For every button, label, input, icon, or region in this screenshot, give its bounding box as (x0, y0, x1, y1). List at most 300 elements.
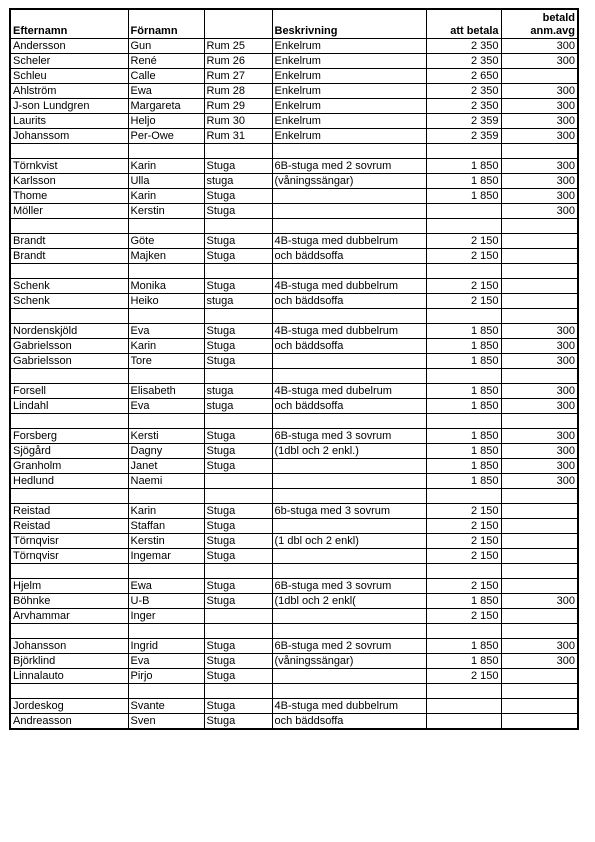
betald-cell (501, 564, 578, 579)
fornamn-cell: Majken (128, 249, 204, 264)
table-row (10, 399, 578, 414)
efternamn-cell: Forsell (10, 384, 128, 399)
rum-cell: Stuga (204, 204, 272, 219)
att-betala-cell: 1 850 (426, 354, 501, 369)
header-efternamn: Efternamn (10, 9, 128, 39)
fornamn-cell: Karin (128, 504, 204, 519)
betald-cell: 300 (501, 174, 578, 189)
rum-cell: Stuga (204, 189, 272, 204)
table-row (10, 54, 578, 69)
efternamn-cell: Andreasson (10, 714, 128, 730)
beskrivning-cell (272, 684, 426, 699)
betald-cell (501, 69, 578, 84)
table-row (10, 549, 578, 564)
beskrivning-cell (272, 474, 426, 489)
att-betala-cell: 2 350 (426, 54, 501, 69)
betald-cell (501, 309, 578, 324)
fornamn-cell: Monika (128, 279, 204, 294)
header-row (10, 9, 578, 39)
beskrivning-cell: 6B-stuga med 2 sovrum (272, 639, 426, 654)
fornamn-cell: Kerstin (128, 534, 204, 549)
rum-cell (204, 624, 272, 639)
efternamn-cell: Sjögård (10, 444, 128, 459)
rum-cell: Stuga (204, 459, 272, 474)
table-row (10, 519, 578, 534)
rum-cell (204, 414, 272, 429)
betald-cell: 300 (501, 39, 578, 54)
betald-cell: 300 (501, 354, 578, 369)
beskrivning-cell (272, 624, 426, 639)
blank-row (10, 624, 578, 639)
efternamn-cell: Forsberg (10, 429, 128, 444)
efternamn-cell: Thome (10, 189, 128, 204)
table-row (10, 84, 578, 99)
beskrivning-cell (272, 564, 426, 579)
table-row (10, 654, 578, 669)
betald-cell (501, 294, 578, 309)
beskrivning-cell: 6B-stuga med 2 sovrum (272, 159, 426, 174)
betald-cell (501, 279, 578, 294)
betald-cell (501, 504, 578, 519)
table-row (10, 114, 578, 129)
fornamn-cell: Dagny (128, 444, 204, 459)
beskrivning-cell: 6b-stuga med 3 sovrum (272, 504, 426, 519)
beskrivning-cell (272, 669, 426, 684)
att-betala-cell: 2 150 (426, 234, 501, 249)
rum-cell: Stuga (204, 339, 272, 354)
fornamn-cell: Gun (128, 39, 204, 54)
efternamn-cell: J-son Lundgren (10, 99, 128, 114)
beskrivning-cell: (våningssängar) (272, 654, 426, 669)
efternamn-cell (10, 264, 128, 279)
betald-cell: 300 (501, 114, 578, 129)
efternamn-cell: Törnkvist (10, 159, 128, 174)
efternamn-cell: Törnqvisr (10, 534, 128, 549)
efternamn-cell: Hjelm (10, 579, 128, 594)
betald-cell: 300 (501, 444, 578, 459)
table-row (10, 699, 578, 714)
efternamn-cell: Gabrielsson (10, 339, 128, 354)
rum-cell: Stuga (204, 159, 272, 174)
att-betala-cell (426, 144, 501, 159)
fornamn-cell: Pirjo (128, 669, 204, 684)
fornamn-cell: Kerstin (128, 204, 204, 219)
header-betald-anm-avg (501, 9, 578, 39)
fornamn-cell: Per-Owe (128, 129, 204, 144)
fornamn-cell: Elisabeth (128, 384, 204, 399)
fornamn-cell: Eva (128, 654, 204, 669)
fornamn-cell: Staffan (128, 519, 204, 534)
att-betala-cell: 2 150 (426, 534, 501, 549)
efternamn-cell: Arvhammar (10, 609, 128, 624)
table-row (10, 339, 578, 354)
blank-row (10, 264, 578, 279)
fornamn-cell: Karin (128, 159, 204, 174)
header-beskrivning: Beskrivning (272, 9, 426, 39)
fornamn-cell: Ingrid (128, 639, 204, 654)
fornamn-cell: Eva (128, 324, 204, 339)
table-body (10, 39, 578, 730)
att-betala-cell: 2 150 (426, 504, 501, 519)
fornamn-cell: Sven (128, 714, 204, 730)
rum-cell (204, 474, 272, 489)
table-row (10, 129, 578, 144)
beskrivning-cell: 6B-stuga med 3 sovrum (272, 429, 426, 444)
efternamn-cell: Granholm (10, 459, 128, 474)
betald-cell: 300 (501, 99, 578, 114)
beskrivning-cell: (1dbl och 2 enkl.) (272, 444, 426, 459)
att-betala-cell: 1 850 (426, 654, 501, 669)
efternamn-cell: Reistad (10, 504, 128, 519)
efternamn-cell: Nordenskjöld (10, 324, 128, 339)
betald-cell (501, 489, 578, 504)
efternamn-cell (10, 414, 128, 429)
fornamn-cell: Karin (128, 189, 204, 204)
beskrivning-cell: (1 dbl och 2 enkl) (272, 534, 426, 549)
table-row (10, 429, 578, 444)
att-betala-cell (426, 699, 501, 714)
betald-cell (501, 264, 578, 279)
header-att-betala: att betala (426, 9, 501, 39)
beskrivning-cell (272, 189, 426, 204)
beskrivning-cell (272, 144, 426, 159)
beskrivning-cell: (1dbl och 2 enkl( (272, 594, 426, 609)
rum-cell (204, 609, 272, 624)
table-row (10, 99, 578, 114)
betald-cell: 300 (501, 189, 578, 204)
efternamn-cell: Schenk (10, 294, 128, 309)
beskrivning-cell: Enkelrum (272, 84, 426, 99)
fornamn-cell: René (128, 54, 204, 69)
att-betala-cell (426, 204, 501, 219)
efternamn-cell: Johanssom (10, 129, 128, 144)
att-betala-cell (426, 684, 501, 699)
fornamn-cell: Calle (128, 69, 204, 84)
fornamn-cell: Janet (128, 459, 204, 474)
efternamn-cell: Brandt (10, 234, 128, 249)
beskrivning-cell: Enkelrum (272, 69, 426, 84)
header-rum (204, 9, 272, 39)
table-row (10, 249, 578, 264)
efternamn-cell: Johansson (10, 639, 128, 654)
att-betala-cell: 2 150 (426, 549, 501, 564)
beskrivning-cell (272, 219, 426, 234)
beskrivning-cell (272, 414, 426, 429)
betald-cell (501, 219, 578, 234)
table-row (10, 504, 578, 519)
rum-cell: Stuga (204, 444, 272, 459)
fornamn-cell: Göte (128, 234, 204, 249)
rum-cell (204, 219, 272, 234)
table-row (10, 384, 578, 399)
att-betala-cell (426, 489, 501, 504)
beskrivning-cell: 6B-stuga med 3 sovrum (272, 579, 426, 594)
rum-cell (204, 369, 272, 384)
att-betala-cell: 1 850 (426, 324, 501, 339)
header-betald-line1: betald (542, 12, 575, 24)
att-betala-cell (426, 714, 501, 730)
rum-cell: stuga (204, 384, 272, 399)
beskrivning-cell: 4B-stuga med dubelrum (272, 384, 426, 399)
header-fornamn: Förnamn (128, 9, 204, 39)
table-row (10, 189, 578, 204)
att-betala-cell: 1 850 (426, 159, 501, 174)
table-row (10, 579, 578, 594)
betald-cell (501, 714, 578, 730)
efternamn-cell: Laurits (10, 114, 128, 129)
blank-row (10, 144, 578, 159)
blank-row (10, 564, 578, 579)
blank-row (10, 414, 578, 429)
att-betala-cell (426, 219, 501, 234)
beskrivning-cell (272, 609, 426, 624)
beskrivning-cell: Enkelrum (272, 39, 426, 54)
efternamn-cell: Andersson (10, 39, 128, 54)
rum-cell (204, 489, 272, 504)
efternamn-cell (10, 489, 128, 504)
efternamn-cell: Möller (10, 204, 128, 219)
rum-cell (204, 144, 272, 159)
att-betala-cell (426, 564, 501, 579)
att-betala-cell: 2 150 (426, 279, 501, 294)
rum-cell: Stuga (204, 549, 272, 564)
beskrivning-cell (272, 549, 426, 564)
beskrivning-cell: 4B-stuga med dubbelrum (272, 699, 426, 714)
beskrivning-cell: och bäddsoffa (272, 339, 426, 354)
table-row (10, 294, 578, 309)
att-betala-cell: 1 850 (426, 474, 501, 489)
fornamn-cell: Karin (128, 339, 204, 354)
rum-cell: Stuga (204, 429, 272, 444)
betald-cell (501, 669, 578, 684)
efternamn-cell: Gabrielsson (10, 354, 128, 369)
table-row (10, 204, 578, 219)
efternamn-cell: Linnalauto (10, 669, 128, 684)
att-betala-cell: 2 350 (426, 84, 501, 99)
rum-cell: stuga (204, 294, 272, 309)
beskrivning-cell (272, 354, 426, 369)
beskrivning-cell (272, 204, 426, 219)
att-betala-cell: 2 150 (426, 669, 501, 684)
efternamn-cell: Scheler (10, 54, 128, 69)
blank-row (10, 489, 578, 504)
blank-row (10, 219, 578, 234)
fornamn-cell: Inger (128, 609, 204, 624)
table-row (10, 234, 578, 249)
efternamn-cell: Törnqvisr (10, 549, 128, 564)
table-row (10, 639, 578, 654)
table-row (10, 324, 578, 339)
rum-cell: Rum 31 (204, 129, 272, 144)
fornamn-cell: Ewa (128, 579, 204, 594)
att-betala-cell: 2 150 (426, 609, 501, 624)
betald-cell: 300 (501, 594, 578, 609)
efternamn-cell (10, 144, 128, 159)
rum-cell: Stuga (204, 669, 272, 684)
att-betala-cell (426, 309, 501, 324)
rum-cell (204, 264, 272, 279)
beskrivning-cell: Enkelrum (272, 54, 426, 69)
att-betala-cell (426, 369, 501, 384)
betald-cell (501, 579, 578, 594)
beskrivning-cell: (våningssängar) (272, 174, 426, 189)
att-betala-cell: 2 150 (426, 249, 501, 264)
efternamn-cell: Reistad (10, 519, 128, 534)
att-betala-cell: 1 850 (426, 384, 501, 399)
betald-cell (501, 234, 578, 249)
att-betala-cell (426, 414, 501, 429)
fornamn-cell (128, 309, 204, 324)
att-betala-cell: 1 850 (426, 459, 501, 474)
rum-cell: Stuga (204, 594, 272, 609)
att-betala-cell: 1 850 (426, 174, 501, 189)
fornamn-cell (128, 264, 204, 279)
rum-cell: stuga (204, 399, 272, 414)
fornamn-cell (128, 489, 204, 504)
att-betala-cell: 2 350 (426, 99, 501, 114)
att-betala-cell: 2 650 (426, 69, 501, 84)
betald-cell (501, 609, 578, 624)
fornamn-cell: Ulla (128, 174, 204, 189)
rum-cell: Rum 30 (204, 114, 272, 129)
table-row (10, 669, 578, 684)
att-betala-cell: 1 850 (426, 429, 501, 444)
efternamn-cell (10, 309, 128, 324)
rum-cell: stuga (204, 174, 272, 189)
att-betala-cell: 2 350 (426, 39, 501, 54)
fornamn-cell: Tore (128, 354, 204, 369)
fornamn-cell: Heiko (128, 294, 204, 309)
rum-cell: Rum 27 (204, 69, 272, 84)
table-row (10, 354, 578, 369)
beskrivning-cell: och bäddsoffa (272, 249, 426, 264)
beskrivning-cell: och bäddsoffa (272, 294, 426, 309)
att-betala-cell: 1 850 (426, 339, 501, 354)
rum-cell: Stuga (204, 324, 272, 339)
betald-cell (501, 249, 578, 264)
betald-cell: 300 (501, 654, 578, 669)
rum-cell (204, 309, 272, 324)
rum-cell: Stuga (204, 234, 272, 249)
rum-cell: Stuga (204, 639, 272, 654)
rum-cell: Stuga (204, 579, 272, 594)
rum-cell: Stuga (204, 654, 272, 669)
beskrivning-cell: 4B-stuga med dubbelrum (272, 324, 426, 339)
beskrivning-cell: 4B-stuga med dubbelrum (272, 279, 426, 294)
efternamn-cell: Böhnke (10, 594, 128, 609)
fornamn-cell: Margareta (128, 99, 204, 114)
fornamn-cell (128, 684, 204, 699)
betald-cell: 300 (501, 639, 578, 654)
betald-cell: 300 (501, 399, 578, 414)
betald-cell: 300 (501, 459, 578, 474)
rum-cell (204, 564, 272, 579)
fornamn-cell (128, 144, 204, 159)
efternamn-cell (10, 684, 128, 699)
betald-cell: 300 (501, 159, 578, 174)
efternamn-cell: Schleu (10, 69, 128, 84)
efternamn-cell: Karlsson (10, 174, 128, 189)
betald-cell: 300 (501, 129, 578, 144)
table-row (10, 159, 578, 174)
beskrivning-cell (272, 459, 426, 474)
fornamn-cell: Svante (128, 699, 204, 714)
att-betala-cell: 2 359 (426, 114, 501, 129)
betald-cell (501, 624, 578, 639)
att-betala-cell: 2 150 (426, 294, 501, 309)
table-row (10, 444, 578, 459)
rum-cell: Stuga (204, 714, 272, 730)
beskrivning-cell: 4B-stuga med dubbelrum (272, 234, 426, 249)
rum-cell: Rum 26 (204, 54, 272, 69)
beskrivning-cell (272, 519, 426, 534)
table-row (10, 534, 578, 549)
efternamn-cell (10, 219, 128, 234)
table-row (10, 459, 578, 474)
beskrivning-cell: och bäddsoffa (272, 399, 426, 414)
att-betala-cell (426, 624, 501, 639)
blank-row (10, 369, 578, 384)
betald-cell (501, 534, 578, 549)
rum-cell: Stuga (204, 504, 272, 519)
betald-cell (501, 414, 578, 429)
beskrivning-cell: Enkelrum (272, 99, 426, 114)
table-row (10, 39, 578, 54)
betald-cell: 300 (501, 384, 578, 399)
rum-cell: Rum 29 (204, 99, 272, 114)
table-row (10, 714, 578, 730)
table-row (10, 174, 578, 189)
rum-cell: Rum 25 (204, 39, 272, 54)
betald-cell (501, 144, 578, 159)
att-betala-cell: 1 850 (426, 189, 501, 204)
efternamn-cell: Jordeskog (10, 699, 128, 714)
att-betala-cell (426, 264, 501, 279)
betald-cell: 300 (501, 54, 578, 69)
efternamn-cell: Ahlström (10, 84, 128, 99)
rum-cell: Stuga (204, 534, 272, 549)
fornamn-cell (128, 219, 204, 234)
att-betala-cell: 1 850 (426, 444, 501, 459)
beskrivning-cell (272, 309, 426, 324)
header-betald-line2: anm.avg (530, 25, 575, 37)
att-betala-cell: 2 150 (426, 519, 501, 534)
table-row (10, 279, 578, 294)
beskrivning-cell: Enkelrum (272, 129, 426, 144)
att-betala-cell: 1 850 (426, 594, 501, 609)
beskrivning-cell: Enkelrum (272, 114, 426, 129)
betald-cell (501, 699, 578, 714)
efternamn-cell (10, 624, 128, 639)
rum-cell: Rum 28 (204, 84, 272, 99)
efternamn-cell: Björklind (10, 654, 128, 669)
efternamn-cell: Schenk (10, 279, 128, 294)
fornamn-cell: Naemi (128, 474, 204, 489)
rum-cell: Stuga (204, 279, 272, 294)
att-betala-cell: 2 359 (426, 129, 501, 144)
table-row (10, 69, 578, 84)
betald-cell (501, 684, 578, 699)
rum-cell: Stuga (204, 519, 272, 534)
beskrivning-cell (272, 369, 426, 384)
betald-cell (501, 519, 578, 534)
fornamn-cell: Ingemar (128, 549, 204, 564)
table-row (10, 594, 578, 609)
fornamn-cell (128, 414, 204, 429)
fornamn-cell (128, 564, 204, 579)
beskrivning-cell (272, 489, 426, 504)
betald-cell: 300 (501, 474, 578, 489)
